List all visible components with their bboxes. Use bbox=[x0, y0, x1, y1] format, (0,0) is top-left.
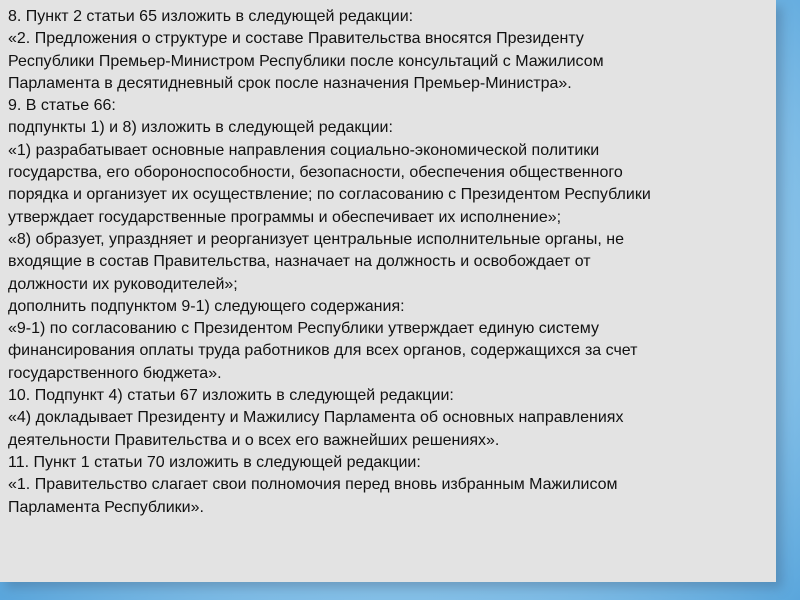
text-line: «4) докладывает Президенту и Мажилису Парламента об основных направлениях bbox=[8, 409, 624, 427]
text-line: 8. Пункт 2 статьи 65 изложить в следующей редакции: bbox=[8, 8, 414, 25]
text-line: 11. Пункт 1 статьи 70 изложить в следующей редакции: bbox=[8, 453, 421, 471]
text-line: Парламента в десятидневный срок после назначения Премьер-Министра». bbox=[8, 74, 572, 92]
text-line: дополнить подпунктом 9-1) следующего содержания: bbox=[8, 297, 405, 315]
text-line: «2. Предложения о структуре и составе Правительства вносятся Президенту bbox=[8, 30, 584, 48]
slide-text-body bbox=[8, 6, 768, 519]
text-line: деятельности Правительства и о всех его важнейших решениях». bbox=[8, 431, 500, 449]
text-line: 9. В статье 66: bbox=[8, 97, 116, 115]
text-line: 10. Подпункт 4) статьи 67 изложить в следующей редакции: bbox=[8, 387, 454, 405]
text-line: Республики Премьер-Министром Республики после консультаций с Мажилисом bbox=[8, 52, 604, 70]
text-line: должности их руководителей»; bbox=[8, 275, 238, 293]
text-line: «9-1) по согласованию с Президентом Республики утверждает единую систему bbox=[8, 320, 599, 338]
text-line: входящие в состав Правительства, назначает на должность и освобождает от bbox=[8, 253, 591, 271]
text-line: подпункты 1) и 8) изложить в следующей редакции: bbox=[8, 119, 393, 137]
text-line: «8) образует, упраздняет и реорганизует центральные исполнительные органы, не bbox=[8, 230, 624, 248]
text-line: Парламента Республики». bbox=[8, 498, 204, 516]
text-line: порядка и организует их осуществление; по согласованию с Президентом Республики bbox=[8, 186, 651, 204]
text-line: «1) разрабатывает основные направления социально-экономической политики bbox=[8, 141, 600, 159]
text-line: «1. Правительство слагает свои полномочия перед вновь избранным Мажилисом bbox=[8, 476, 618, 494]
text-line: финансирования оплаты труда работников для всех органов, содержащихся за счет bbox=[8, 342, 638, 360]
text-line: государственного бюджета». bbox=[8, 364, 222, 382]
text-line: утверждает государственные программы и обеспечивает их исполнение»; bbox=[8, 208, 562, 226]
text-line: государства, его обороноспособности, безопасности, обеспечения общественного bbox=[8, 164, 623, 182]
